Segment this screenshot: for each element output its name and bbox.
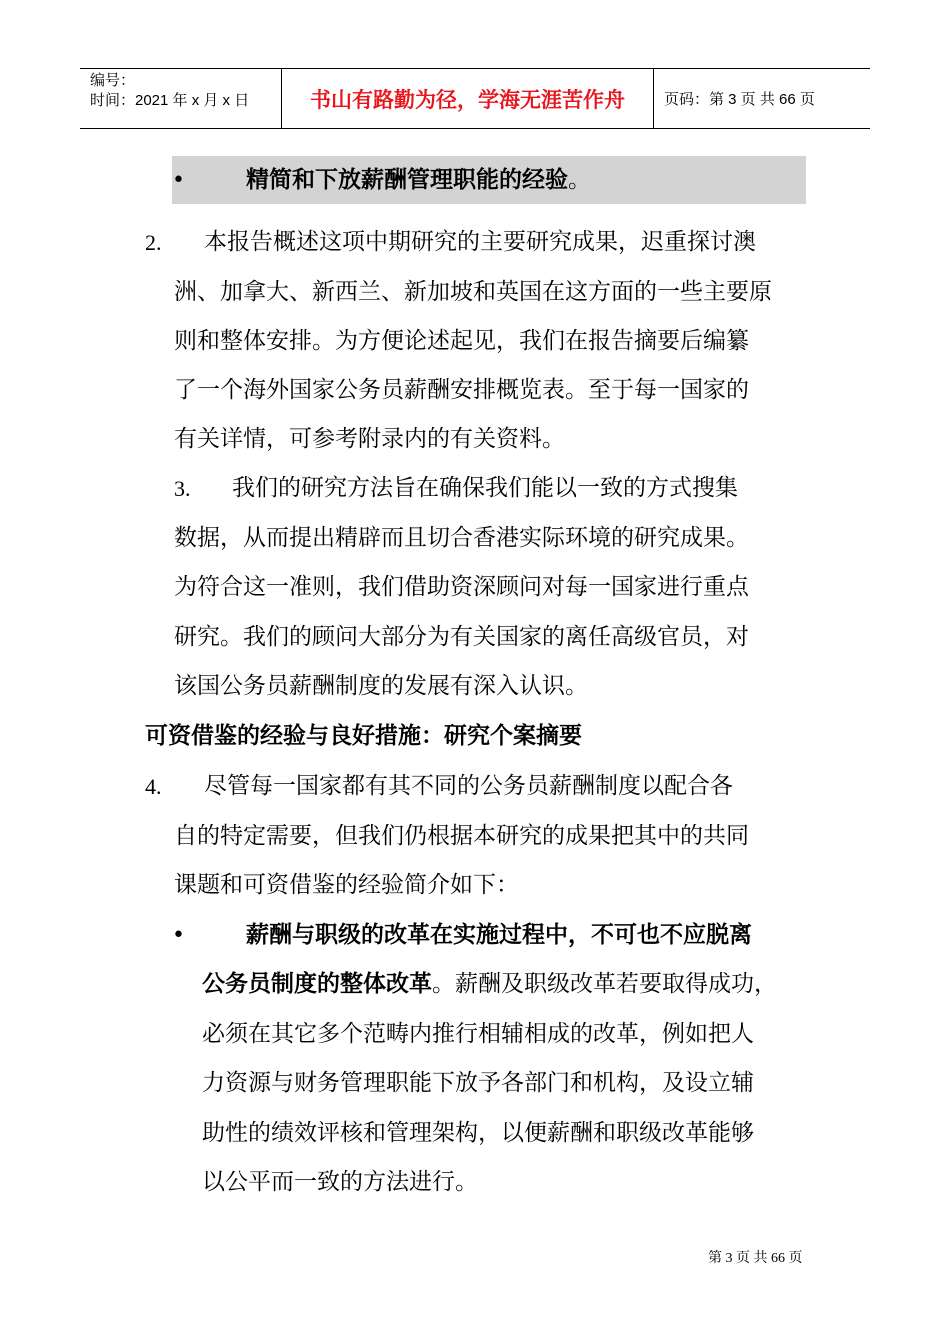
header-page-label: 页码：第 3 页 共 66 页 (664, 91, 815, 108)
bullet-top-bold: 精简和下放薪酬管理职能的经验 (246, 167, 568, 193)
para-4-number: 4. (145, 774, 162, 799)
bullet-marker: • (172, 923, 185, 948)
para-3-line: 我们的研究方法旨在确保我们能以一致的方式搜集 (232, 475, 738, 501)
para-3-line: 该国公务员薪酬制度的发展有深入认识。 (174, 673, 588, 699)
page-footer: 第 3 页 共 66 页 (708, 1251, 803, 1266)
para-4-line: 尽管每一国家都有其不同的公务员薪酬制度以配合各 (204, 773, 733, 799)
header-meta (80, 69, 282, 128)
bullet-2-line: 力资源与财务管理职能下放予各部门和机构，及设立辅 (202, 1070, 754, 1096)
para-3-line: 为符合这一准则，我们借助资深顾问对每一国家进行重点 (174, 574, 749, 600)
bullet-top-tail: 。 (568, 167, 591, 193)
bullet-2-bold-phrase: 公务员制度的整体改革 (202, 971, 432, 997)
para-2-line: 本报告概述这项中期研究的主要研究成果，迟重探讨澳 (204, 229, 756, 255)
para-3-line: 研究。我们的顾问大部分为有关国家的离任高级官员，对 (174, 624, 749, 650)
section-heading: 可资借鉴的经验与良好措施：研究个案摘要 (145, 723, 582, 749)
para-3-number: 3. (174, 476, 191, 501)
para-2-line: 洲、加拿大、新西兰、新加坡和英国在这方面的一些主要原 (174, 279, 772, 305)
bullet-2-line (202, 969, 777, 999)
para-3-line: 数据，从而提出精辟而且切合香港实际环境的研究成果。 (174, 525, 749, 551)
header-motto: 书山有路勤为径，学海无涯苦作舟 (282, 69, 654, 128)
page-header (80, 68, 870, 129)
para-2-line: 则和整体安排。为方便论述起见，我们在报告摘要后编纂 (174, 328, 749, 354)
para-4-line: 自的特定需要，但我们仍根据本研究的成果把其中的共同 (174, 823, 749, 849)
bullet-2-line: 必须在其它多个范畴内推行相辅相成的改革，例如把人 (202, 1021, 754, 1047)
para-2-line: 了一个海外国家公务员薪酬安排概览表。至于每一国家的 (174, 377, 749, 403)
code-label: 编号： (90, 72, 136, 89)
para-4-line: 课题和可资借鉴的经验简介如下： (174, 872, 519, 898)
bullet-2-line: 以公平而一致的方法进行。 (202, 1169, 478, 1195)
bullet-2-bold-line: 薪酬与职级的改革在实施过程中，不可也不应脱离 (246, 922, 752, 948)
bullet-2-line: 助性的绩效评核和管理架构，以便薪酬和职级改革能够 (202, 1120, 754, 1146)
bullet-marker: • (172, 168, 185, 193)
bullet-top-text (246, 165, 591, 195)
para-2-number: 2. (145, 230, 162, 255)
time-label: 时间：2021 年 x 月 x 日 (90, 92, 250, 109)
bullet-2-tail: 。薪酬及职级改革若要取得成功， (432, 971, 777, 997)
para-2-line: 有关详情，可参考附录内的有关资料。 (174, 426, 565, 452)
